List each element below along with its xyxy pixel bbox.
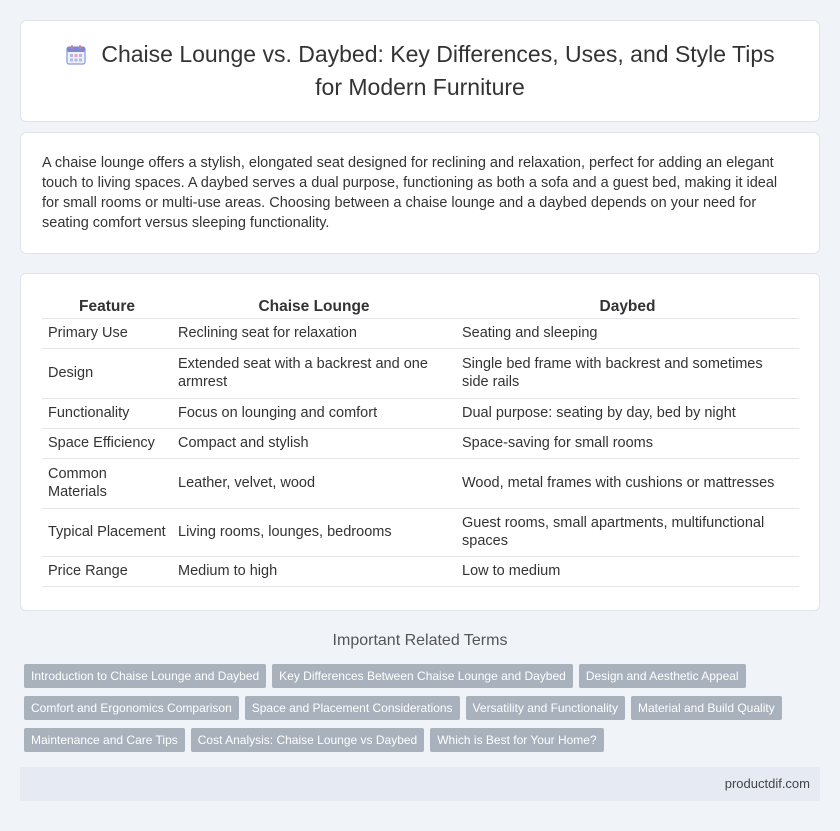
tag-design-aesthetic[interactable]: Design and Aesthetic Appeal xyxy=(579,664,746,688)
comparison-table-card xyxy=(20,273,820,611)
daybed-cell: Guest rooms, small apartments, multifunctional spaces xyxy=(456,508,799,556)
feature-cell: Space Efficiency xyxy=(42,428,172,458)
table-row xyxy=(42,556,799,586)
daybed-cell: Wood, metal frames with cushions or mattresses xyxy=(456,458,799,508)
tag-comfort-ergonomics[interactable]: Comfort and Ergonomics Comparison xyxy=(24,696,239,720)
feature-cell: Common Materials xyxy=(42,458,172,508)
chaise-cell: Focus on lounging and comfort xyxy=(172,398,456,428)
page-title-text: Chaise Lounge vs. Daybed: Key Differences, Uses, and Style Tips for Modern Furniture xyxy=(101,41,775,100)
feature-cell: Typical Placement xyxy=(42,508,172,556)
tag-key-differences[interactable]: Key Differences Between Chaise Lounge and Daybed xyxy=(272,664,573,688)
table-row xyxy=(42,458,799,508)
header-daybed: Daybed xyxy=(456,296,799,318)
table-row xyxy=(42,508,799,556)
intro-paragraph: A chaise lounge offers a stylish, elongated seat designed for reclining and relaxation, perfect for adding an elegant touch to living spaces. A daybed serves a dual purpose, functioning as both a sofa and a guest bed, making it ideal for small rooms or multi-use areas. Choosing between a chaise lounge and a daybed depends on your need for seating comfort versus sleeping functionality. xyxy=(42,155,778,231)
chaise-cell: Medium to high xyxy=(172,556,456,586)
tag-introduction[interactable]: Introduction to Chaise Lounge and Daybed xyxy=(24,664,266,688)
feature-cell: Price Range xyxy=(42,556,172,586)
daybed-cell: Single bed frame with backrest and sometimes side rails xyxy=(456,348,799,398)
table-header-row xyxy=(42,296,799,318)
chaise-cell: Extended seat with a backrest and one armrest xyxy=(172,348,456,398)
tag-cost-analysis[interactable]: Cost Analysis: Chaise Lounge vs Daybed xyxy=(191,728,424,752)
table-row xyxy=(42,428,799,458)
tag-space-placement[interactable]: Space and Placement Considerations xyxy=(245,696,460,720)
intro-card xyxy=(20,132,820,254)
tag-row xyxy=(24,728,804,752)
related-terms-heading: Important Related Terms xyxy=(332,632,508,649)
feature-cell: Primary Use xyxy=(42,318,172,348)
tag-material-build[interactable]: Material and Build Quality xyxy=(631,696,782,720)
page-title xyxy=(61,40,779,102)
tag-maintenance-care[interactable]: Maintenance and Care Tips xyxy=(24,728,185,752)
footer xyxy=(20,767,820,801)
tag-versatility[interactable]: Versatility and Functionality xyxy=(466,696,625,720)
header-card xyxy=(20,20,820,122)
comparison-table xyxy=(42,296,799,587)
related-terms-tags xyxy=(24,664,804,760)
chaise-cell: Reclining seat for relaxation xyxy=(172,318,456,348)
feature-cell: Design xyxy=(42,348,172,398)
chaise-cell: Compact and stylish xyxy=(172,428,456,458)
daybed-cell: Seating and sleeping xyxy=(456,318,799,348)
table-row xyxy=(42,398,799,428)
tag-row xyxy=(24,664,804,688)
feature-cell: Functionality xyxy=(42,398,172,428)
footer-site[interactable]: productdif.com xyxy=(724,776,810,791)
tag-which-is-best[interactable]: Which is Best for Your Home? xyxy=(430,728,603,752)
table-row xyxy=(42,348,799,398)
tag-row xyxy=(24,696,804,720)
calendar-icon xyxy=(65,44,87,73)
title-wrap xyxy=(21,21,819,121)
daybed-cell: Low to medium xyxy=(456,556,799,586)
daybed-cell: Space-saving for small rooms xyxy=(456,428,799,458)
header-chaise-lounge: Chaise Lounge xyxy=(172,296,456,318)
daybed-cell: Dual purpose: seating by day, bed by night xyxy=(456,398,799,428)
chaise-cell: Living rooms, lounges, bedrooms xyxy=(172,508,456,556)
chaise-cell: Leather, velvet, wood xyxy=(172,458,456,508)
table-row xyxy=(42,318,799,348)
header-feature: Feature xyxy=(42,296,172,318)
